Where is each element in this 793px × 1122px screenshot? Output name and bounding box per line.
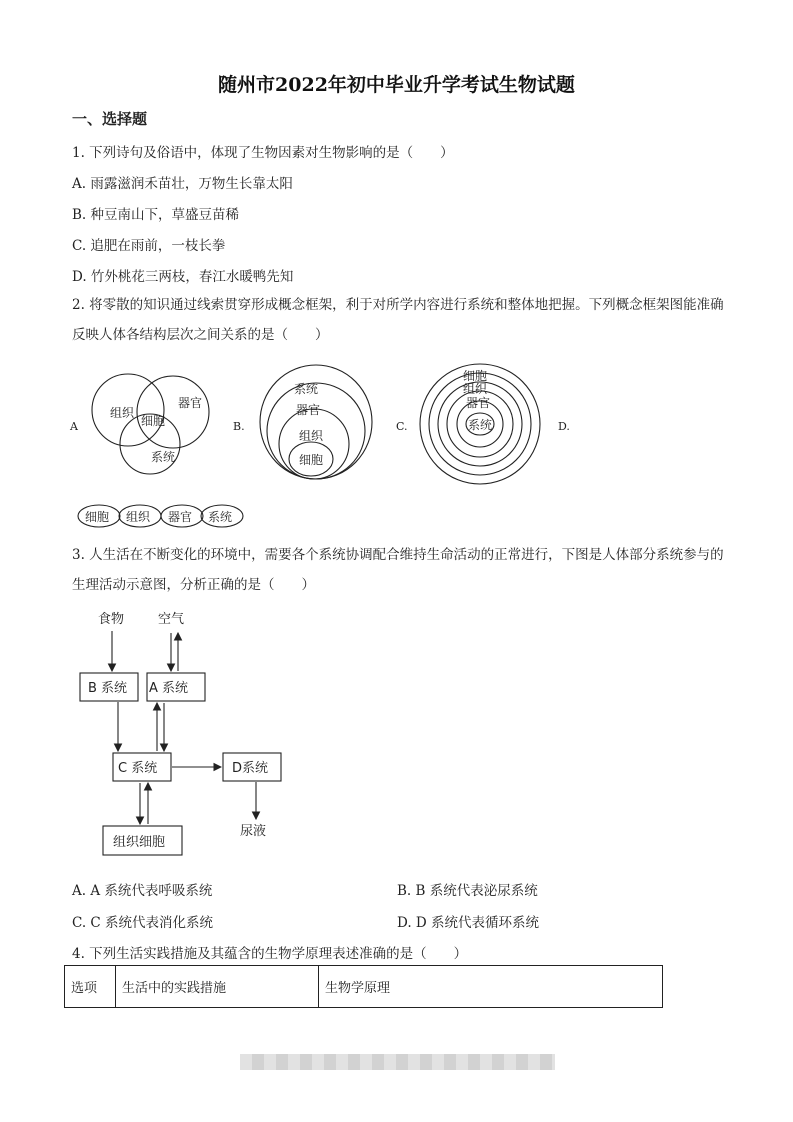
q2-letter-d: D. <box>558 420 570 433</box>
flow-b-system: B 系统 <box>88 681 128 696</box>
diagA-label-cell: 细胞 <box>141 414 166 428</box>
q2-diagrams <box>60 360 640 535</box>
flow-urine: 尿液 <box>240 824 267 839</box>
q2-letter-c: C. <box>396 420 408 433</box>
flow-a-system: A 系统 <box>149 681 189 696</box>
flow-c-system: C 系统 <box>118 761 158 776</box>
q4-header-option: 选项 <box>65 966 116 1008</box>
diagB-label-tissue: 组织 <box>299 429 324 443</box>
diagB-label-cell: 细胞 <box>299 453 324 467</box>
diagD-label-cell: 细胞 <box>85 510 110 524</box>
diagA-label-system: 系统 <box>151 450 176 464</box>
diagC-label-tissue: 组织 <box>463 382 488 396</box>
page-title: 随州市2022年初中毕业升学考试生物试题 <box>218 74 575 96</box>
q4-table <box>64 965 663 1008</box>
diagD-label-organ: 器官 <box>168 510 193 524</box>
section-heading: 一、选择题 <box>72 110 148 128</box>
diagC-label-cell: 细胞 <box>463 369 488 383</box>
flow-air: 空气 <box>158 612 185 627</box>
q3-option-b: B. B 系统代表泌尿系统 <box>397 883 538 899</box>
q1-option-b: B. 种豆南山下，草盛豆苗稀 <box>72 207 240 223</box>
q2-stem: 2. 将零散的知识通过线索贯穿形成概念框架，利于对所学内容进行系统和整体地把握。下列概念框架图能准确反映人体各结构层次之间关系的是（ ） <box>72 297 724 343</box>
table-row <box>65 966 663 1008</box>
flow-food: 食物 <box>98 612 125 627</box>
q4-header-practice: 生活中的实践措施 <box>116 966 319 1008</box>
flow-tissue-cells: 组织细胞 <box>113 835 166 850</box>
q3-option-a: A. A 系统代表呼吸系统 <box>72 883 213 899</box>
q1-stem: 1. 下列诗句及俗语中，体现了生物因素对生物影响的是（ ） <box>72 145 454 161</box>
q1-option-d: D. 竹外桃花三两枝，春江水暖鸭先知 <box>72 269 294 285</box>
diagA-label-tissue: 组织 <box>110 406 135 420</box>
q2-letter-a: A <box>70 420 78 433</box>
blurred-footer <box>240 1054 555 1070</box>
diagC-label-organ: 器官 <box>466 396 491 410</box>
diagD-label-system: 系统 <box>208 510 233 524</box>
diagB-label-system: 系统 <box>294 382 319 396</box>
q4-stem: 4. 下列生活实践措施及其蕴含的生物学原理表述准确的是（ ） <box>72 946 468 962</box>
q3-flow-diagram <box>70 605 320 860</box>
q1-option-a: A. 雨露滋润禾苗壮，万物生长靠太阳 <box>72 176 293 192</box>
diagD-label-tissue: 组织 <box>126 510 151 524</box>
diagA-label-organ: 器官 <box>178 396 203 410</box>
q2-letter-b: B. <box>233 420 245 433</box>
diagB-label-organ: 器官 <box>296 403 321 417</box>
q3-stem: 3. 人生活在不断变化的环境中，需要各个系统协调配合维持生命活动的正常进行，下图是人体部分系统参与的生理活动示意图，分析正确的是（ ） <box>72 547 724 593</box>
q1-option-c: C. 追肥在雨前，一枝长拳 <box>72 238 226 254</box>
flow-d-system: D系统 <box>232 761 269 776</box>
diagC-label-system: 系统 <box>468 418 493 432</box>
q3-option-c: C. C 系统代表消化系统 <box>72 915 214 931</box>
q4-header-principle: 生物学原理 <box>319 966 663 1008</box>
q3-option-d: D. D 系统代表循环系统 <box>397 915 540 931</box>
